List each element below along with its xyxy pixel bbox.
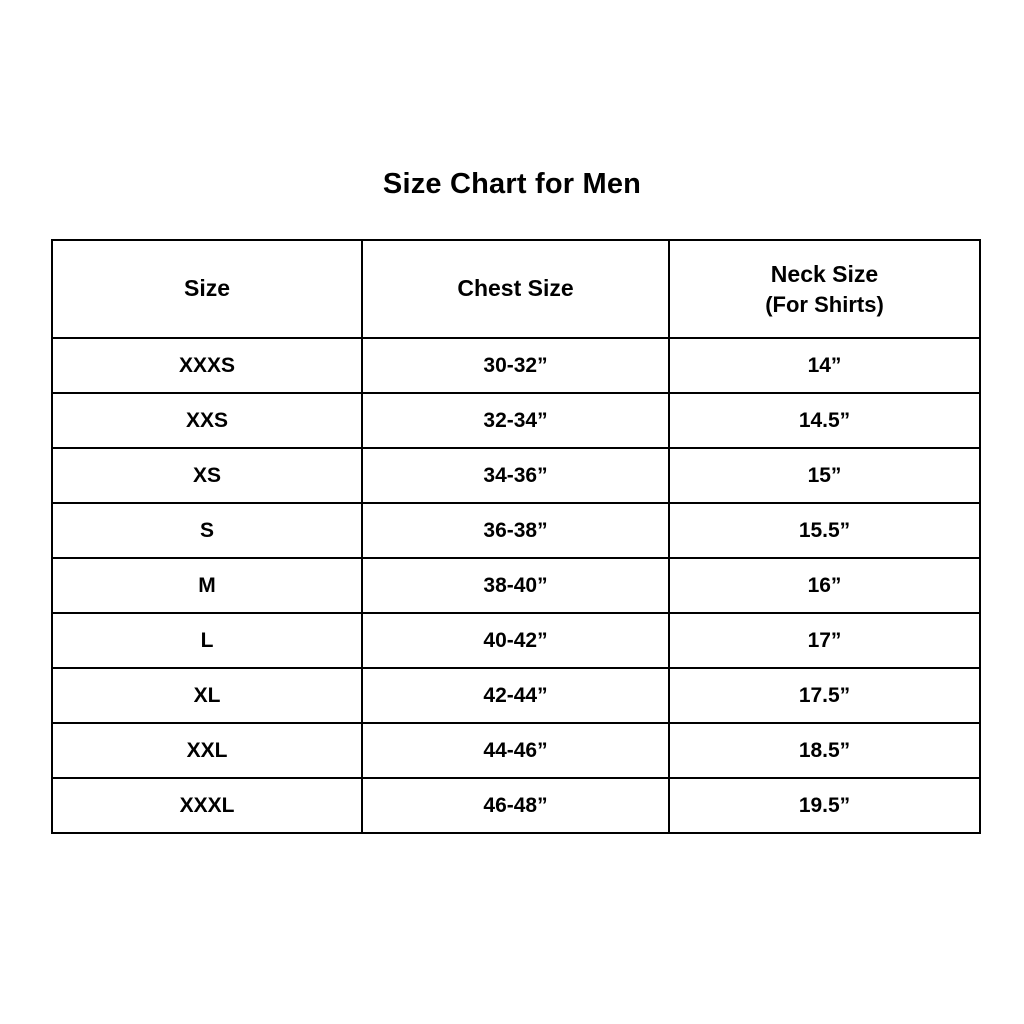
cell-chest: 30-32” xyxy=(362,338,669,393)
column-header-neck-sublabel: (For Shirts) xyxy=(765,291,884,317)
table-header xyxy=(52,240,980,338)
size-chart-table xyxy=(51,239,981,834)
column-header-size xyxy=(52,240,362,338)
cell-neck: 15” xyxy=(669,448,980,503)
column-header-size-label: Size xyxy=(183,275,231,302)
table-row xyxy=(52,393,980,448)
table-header-row xyxy=(52,240,980,338)
cell-neck: 19.5” xyxy=(669,778,980,833)
page-title: Size Chart for Men xyxy=(382,168,642,200)
cell-size: XXXS xyxy=(52,338,362,393)
table-row xyxy=(52,613,980,668)
table-row xyxy=(52,778,980,833)
table-row xyxy=(52,448,980,503)
cell-neck: 14” xyxy=(669,338,980,393)
cell-size: XS xyxy=(52,448,362,503)
column-header-neck xyxy=(669,240,980,338)
cell-chest: 34-36” xyxy=(362,448,669,503)
cell-neck: 17.5” xyxy=(669,668,980,723)
cell-size: XL xyxy=(52,668,362,723)
cell-neck: 16” xyxy=(669,558,980,613)
cell-neck: 15.5” xyxy=(669,503,980,558)
table-row xyxy=(52,668,980,723)
cell-size: XXS xyxy=(52,393,362,448)
cell-size: S xyxy=(52,503,362,558)
table-body xyxy=(52,338,980,833)
cell-neck: 18.5” xyxy=(669,723,980,778)
cell-chest: 42-44” xyxy=(362,668,669,723)
cell-chest: 40-42” xyxy=(362,613,669,668)
table-row xyxy=(52,338,980,393)
cell-chest: 44-46” xyxy=(362,723,669,778)
column-header-chest-label: Chest Size xyxy=(457,275,574,302)
cell-size: M xyxy=(52,558,362,613)
cell-size: L xyxy=(52,613,362,668)
cell-chest: 38-40” xyxy=(362,558,669,613)
cell-neck: 17” xyxy=(669,613,980,668)
cell-chest: 46-48” xyxy=(362,778,669,833)
column-header-chest xyxy=(362,240,669,338)
cell-size: XXXL xyxy=(52,778,362,833)
cell-size: XXL xyxy=(52,723,362,778)
table-row xyxy=(52,503,980,558)
cell-chest: 36-38” xyxy=(362,503,669,558)
size-chart-table-container xyxy=(51,239,973,834)
table-row xyxy=(52,558,980,613)
cell-neck: 14.5” xyxy=(669,393,980,448)
table-row xyxy=(52,723,980,778)
cell-chest: 32-34” xyxy=(362,393,669,448)
column-header-neck-label: Neck Size xyxy=(770,260,879,287)
